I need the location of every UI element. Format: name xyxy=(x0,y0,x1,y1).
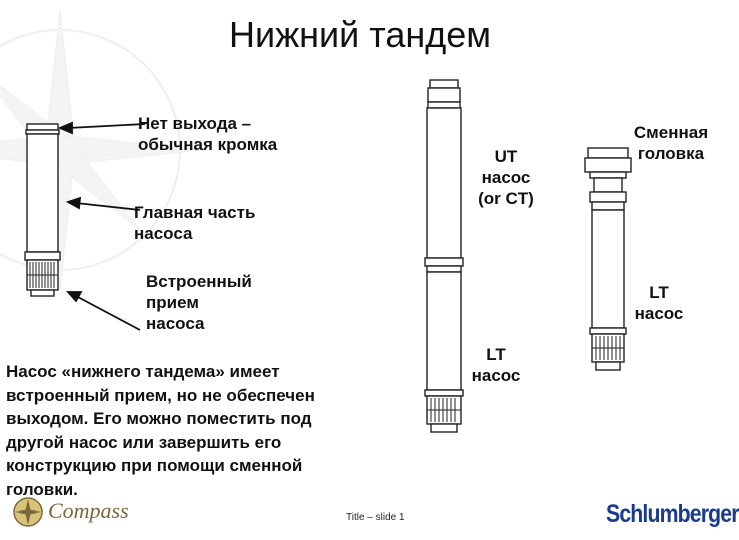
schlumberger-logo: Schlumberger xyxy=(606,500,739,528)
label-ut-pump: UT насос (or CT) xyxy=(478,147,534,208)
ut-pump-body xyxy=(427,108,461,258)
compass-logo-text: Compass xyxy=(48,498,129,523)
page-title: Нижний тандем xyxy=(228,14,492,55)
label-lt-pump-right: LT насос xyxy=(634,283,684,323)
lt-pump-body-center xyxy=(427,272,461,390)
arrow-no-outlet xyxy=(68,124,145,128)
left-pump-body xyxy=(27,134,58,252)
label-lt-pump-center: LT насос xyxy=(471,345,521,385)
label-replaceable-head: Сменная головка xyxy=(633,123,709,163)
left-pump xyxy=(25,124,60,296)
left-pump-rim xyxy=(27,124,58,130)
label-main-part: Главная часть насоса xyxy=(134,203,256,243)
compass-logo-emblem xyxy=(14,498,42,526)
arrow-intake xyxy=(76,296,140,330)
lt-pump-body-right xyxy=(592,210,624,328)
label-intake: Встроенный прием насоса xyxy=(146,272,252,333)
description-text: Насос «нижнего тандема» имеет встроенный прием, но не обеспечен выходом. Его можно поместить под другой насос или завершить его конструкцию при помощи сменной головки. xyxy=(6,362,315,499)
label-no-outlet: Нет выхода – обычная кромка xyxy=(138,114,278,154)
slide-footer: Title – slide 1 xyxy=(346,512,405,523)
center-pump-stack xyxy=(425,80,463,432)
right-pump xyxy=(585,148,631,370)
